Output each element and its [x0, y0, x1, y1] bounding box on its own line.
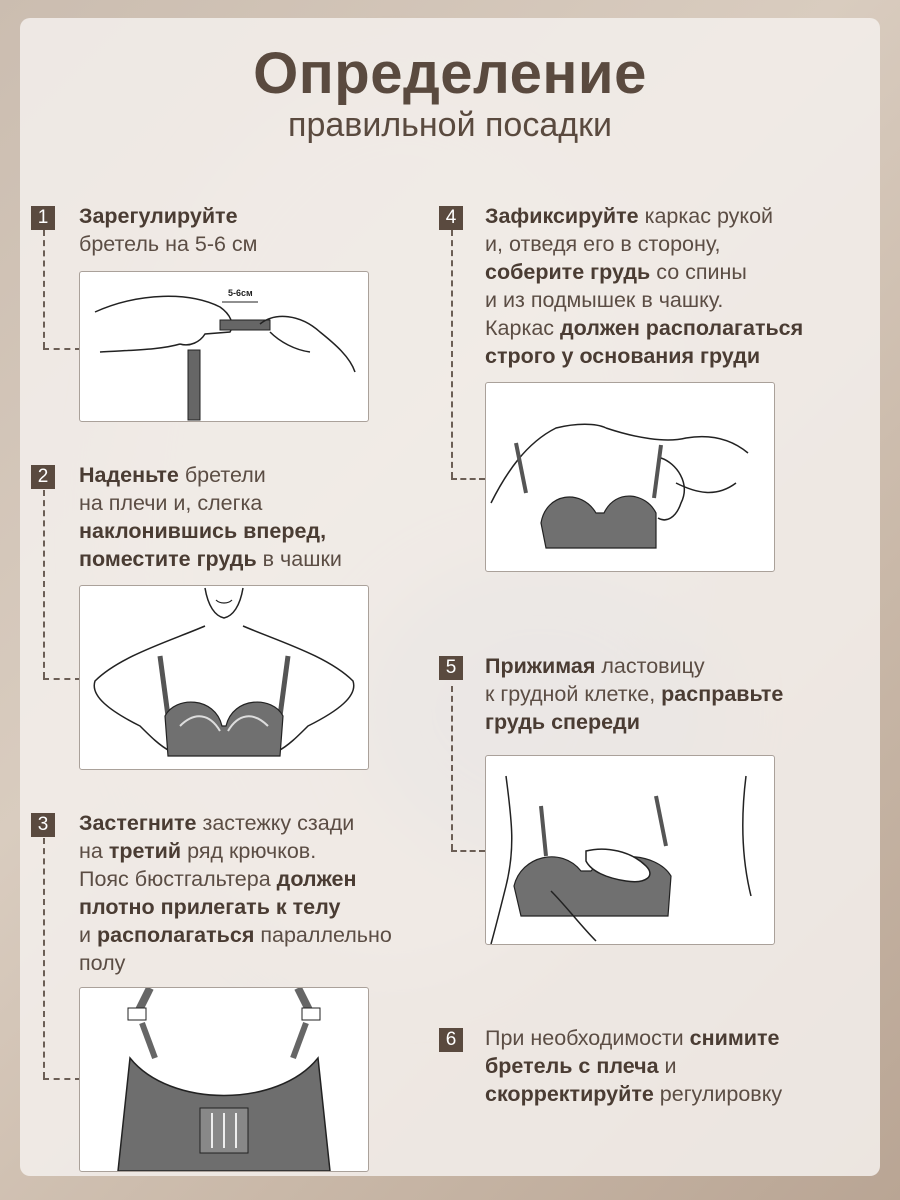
- illustration-gather-breast: [485, 382, 775, 572]
- lean-forward-drawing: [80, 586, 368, 769]
- step-3-text-run: располагаться: [96, 923, 255, 947]
- step-number-3: 3: [31, 813, 55, 837]
- step-2-text-run: наклонившись вперед,: [79, 519, 327, 543]
- step-4-text-run: Зафиксируйте: [485, 204, 639, 228]
- step-number-6: 6: [439, 1028, 463, 1052]
- step-number-1: 1: [31, 206, 55, 230]
- step-number-2: 2: [31, 465, 55, 489]
- back-clasp-drawing: [80, 988, 368, 1171]
- step-3-text-run: плотно прилегать к телу: [79, 895, 341, 919]
- page-subtitle: правильной посадки: [288, 106, 612, 144]
- connector-4-vertical: [451, 230, 453, 478]
- step-3-text-run: Пояс бюстгальтера: [79, 867, 277, 891]
- step-6-text-run: При необходимости: [485, 1026, 690, 1050]
- step-4-text-run: Каркас: [485, 316, 560, 340]
- step-3-text-run: полу: [79, 951, 126, 975]
- step-3-text-run: параллельно: [254, 923, 392, 947]
- step-3-text-run: должен: [276, 867, 357, 891]
- step-3-text-run: Застегните: [79, 811, 197, 835]
- step-6-text-run: бретель с плеча: [485, 1054, 659, 1078]
- step-4-text-run: соберите грудь: [485, 260, 651, 284]
- step-1-text-run: бретель на 5-6 см: [79, 232, 258, 256]
- connector-3-horizontal: [43, 1078, 81, 1080]
- step-2-text-run: Наденьте: [79, 463, 179, 487]
- step-number-4: 4: [439, 206, 463, 230]
- step-2-text-run: в чашки: [256, 547, 342, 571]
- illustration-back-clasp: [79, 987, 369, 1172]
- step-2-text: [79, 461, 419, 573]
- step-3-text-run: третий: [108, 839, 182, 863]
- step-5-text: [485, 652, 870, 736]
- step-6-text-run: регулировку: [653, 1082, 783, 1106]
- strap-length-label: 5-6см: [228, 288, 253, 298]
- step-4-text-run: строго у основания груди: [485, 344, 761, 368]
- step-3-text-run: и: [79, 923, 97, 947]
- step-3-text-run: на: [79, 839, 109, 863]
- strap-adjust-drawing: [80, 272, 368, 421]
- step-3-text-run: ряд крючков.: [181, 839, 317, 863]
- illustration-smooth-front: [485, 755, 775, 945]
- step-4-text: [485, 202, 870, 370]
- step-4-text-run: и из подмышек в чашку.: [485, 288, 724, 312]
- step-3-text-run: застежку сзади: [196, 811, 355, 835]
- step-5-text-run: грудь спереди: [485, 710, 640, 734]
- step-6-text-run: скорректируйте: [485, 1082, 654, 1106]
- connector-5-horizontal: [451, 850, 485, 852]
- connector-5-vertical: [451, 686, 453, 850]
- step-2-text-run: бретели: [178, 463, 266, 487]
- instruction-panel: [20, 18, 880, 1176]
- step-2-text-run: поместите грудь: [79, 547, 257, 571]
- connector-4-horizontal: [451, 478, 485, 480]
- connector-2-vertical: [43, 490, 45, 678]
- smooth-front-drawing: [486, 756, 774, 944]
- connector-2-horizontal: [43, 678, 81, 680]
- step-6-text-run: снимите: [689, 1026, 780, 1050]
- step-4-text-run: каркас рукой: [638, 204, 774, 228]
- step-6-text: [485, 1024, 870, 1108]
- step-1-text-run: Зарегулируйте: [79, 204, 238, 228]
- step-6-text-run: и: [658, 1054, 677, 1078]
- step-4-text-run: должен располагаться: [560, 316, 804, 340]
- step-1-text: [79, 202, 419, 258]
- step-4-text-run: со спины: [650, 260, 747, 284]
- step-4-text-run: и, отведя его в сторону,: [485, 232, 721, 256]
- illustration-strap-adjust: [79, 271, 369, 422]
- step-5-text-run: Прижимая: [485, 654, 596, 678]
- connector-3-vertical: [43, 838, 45, 1078]
- step-2-text-run: на плечи и, слегка: [79, 491, 263, 515]
- connector-1-horizontal: [43, 348, 81, 350]
- page-title: Определение: [253, 41, 647, 106]
- step-number-5: 5: [439, 656, 463, 680]
- gather-breast-drawing: [486, 383, 774, 571]
- step-5-text-run: к грудной клетке,: [485, 682, 662, 706]
- illustration-lean-forward: [79, 585, 369, 770]
- connector-1-vertical: [43, 230, 45, 348]
- step-5-text-run: расправьте: [661, 682, 784, 706]
- step-5-text-run: ластовицу: [595, 654, 705, 678]
- step-3-text: [79, 809, 449, 977]
